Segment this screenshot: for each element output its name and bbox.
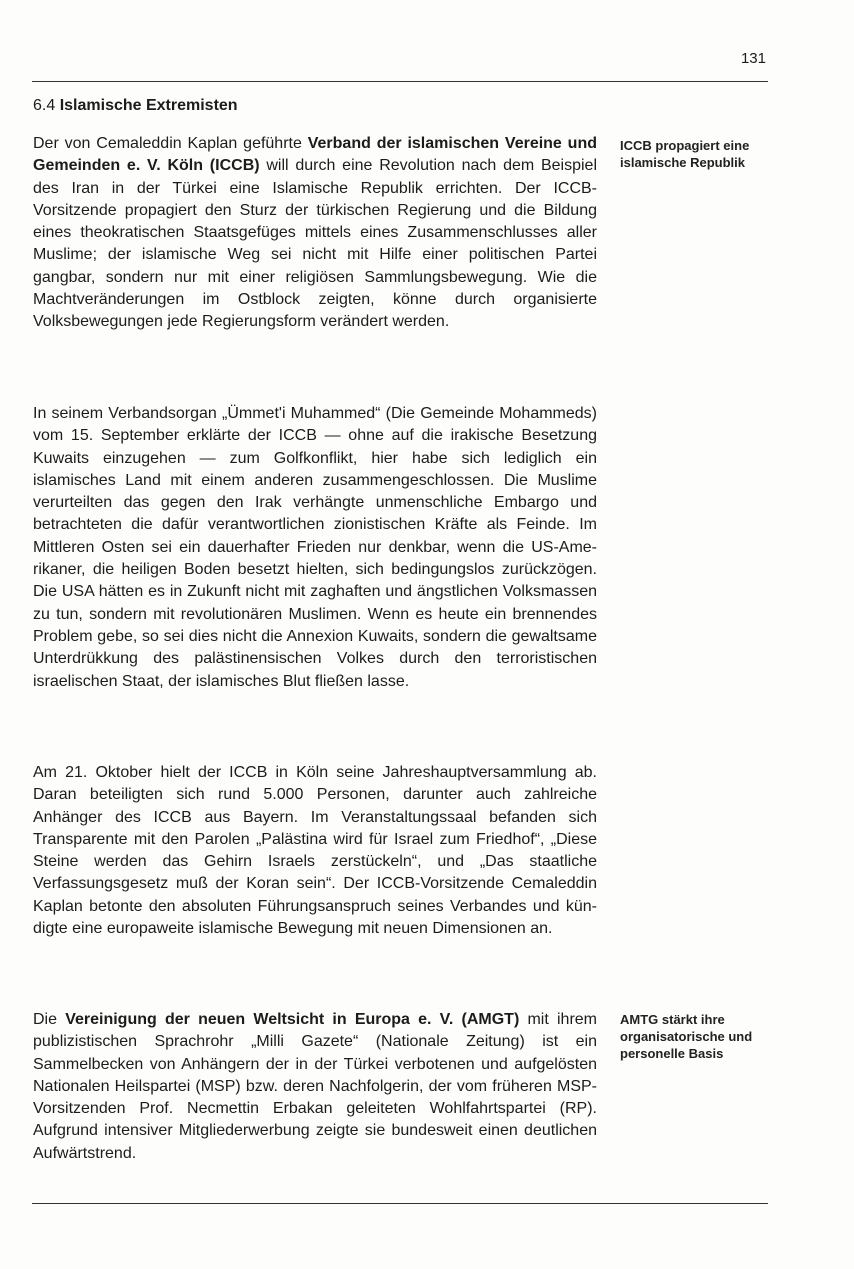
paragraph-text: Der von Cemaleddin Kaplan geführte [33, 135, 308, 152]
page-number: 131 [740, 50, 766, 67]
organization-name-iccb: Verband der islamischen Vereine und Gemeinden e. V. Köln (ICCB) [33, 135, 598, 175]
margin-note-iccb: ICCB propagiert eine islamische Republik [620, 138, 750, 170]
organization-name-amgt: Vereinigung der neuen Weltsicht in Europa e. V. (AMGT) [65, 1011, 520, 1028]
margin-note-amtg: AMTG stärkt ihre organisatorische und personelle Basis [620, 1012, 753, 1061]
paragraph-annual-meeting: Am 21. Oktober hielt der ICCB in Köln seine Jahreshauptversammlung ab. Daran beteiligten sich rund 5.000 Personen, darunter auch zahlreiche Anhänger des ICCB aus Bayern. Im Veranstaltungssaal befanden sich Transparente mit den Parolen „Palästina wird für Israel zum Friedhof“, „Diese Steine werden das Gehirn Israels zerstückeln“, und „Das staatliche Verfassungsgesetz muß der Koran sein“. Der ICCB-Vorsitzende Cemaleddin Kaplan betonte den absoluten Führungsanspruch seines Verbandes und kündigte eine europaweite islamische Bewegung mit neuen Dimensionen an. [33, 764, 597, 938]
section-title: Islamische Extremisten [59, 97, 238, 114]
paragraph-text: Die [33, 1011, 66, 1028]
paragraph-amgt [33, 1009, 597, 1165]
paragraph-text: mit ihrem publizistischen Sprachrohr „Milli Gazete“ (Nationale Zeitung) ist ein Sammelbecken von Anhängern der in der Türkei verbotenen und aufgelösten Nationalen Heilspartei (MSP) bzw. deren Nachfolgerin, der vom früheren MSP-Vorsitzenden Prof. Necmettin Erbakan geleiteten Wohlfahrtspartei (RP). Aufgrund intensiver Mitgliederwerbung zeigte sie bundesweit einen deutlichen Aufwärtstrend. [33, 1011, 597, 1162]
paragraph-text: will durch eine Revolution nach dem Beispiel des Iran in der Türkei eine Islamische Republik errichten. Der ICCB-Vorsitzende propagiert den Sturz der türkischen Regierung und die Bildung eines theokratischen Staatsgefüges mittels eines Zusammenschlusses aller Muslime; der islamische Weg sei nicht mit Hilfe einer politischen Partei gangbar, sondern nur mit einer religiösen Sammlungsbewegung. Wie die Machtveränderungen im Ostblock zeigten, könne durch organisierte Volksbewegungen jede Regierungsform verändert werden. [33, 157, 598, 331]
section-heading [33, 96, 238, 116]
paragraph-ummet-muhammed: In seinem Verbandsorgan „Ümmet'i Muhammed“ (Die Gemeinde Mohammeds) vom 15. September erklärte der ICCB — ohne auf die irakische Besetzung Kuwaits einzugehen — zum Golfkonflikt, hier habe sich lediglich ein islamisches Land mit einem anderen zusammengeschlossen. Die Muslime verurteilten das gegen den Irak verhängte unmenschliche Embargo und betrachteten die dafür verantwortlichen zionistischen Kräfte als Feinde. Im Mittleren Osten sei ein dauerhafter Frieden nur denkbar, wenn die US-Amerikaner, die heiligen Boden besetzt hielten, sich bedingungslos zurückzögen. Die USA hätten es in Zukunft nicht mit zaghaften und ängstlichen Volksmassen zu tun, sondern mit revolutionären Muslimen. Wenn es heute ein brennendes Problem gebe, so sei dies nicht die Annexion Kuwaits, sondern die gewaltsame Unterdrükkung des palästinensischen Volkes durch den terroristischen israelischen Staat, der islamisches Blut fließen lasse. [33, 405, 597, 690]
paragraph-iccb-intro [33, 133, 597, 334]
footer-rule [32, 1203, 768, 1204]
section-number: 6.4 [33, 97, 56, 114]
header-rule [32, 81, 768, 82]
